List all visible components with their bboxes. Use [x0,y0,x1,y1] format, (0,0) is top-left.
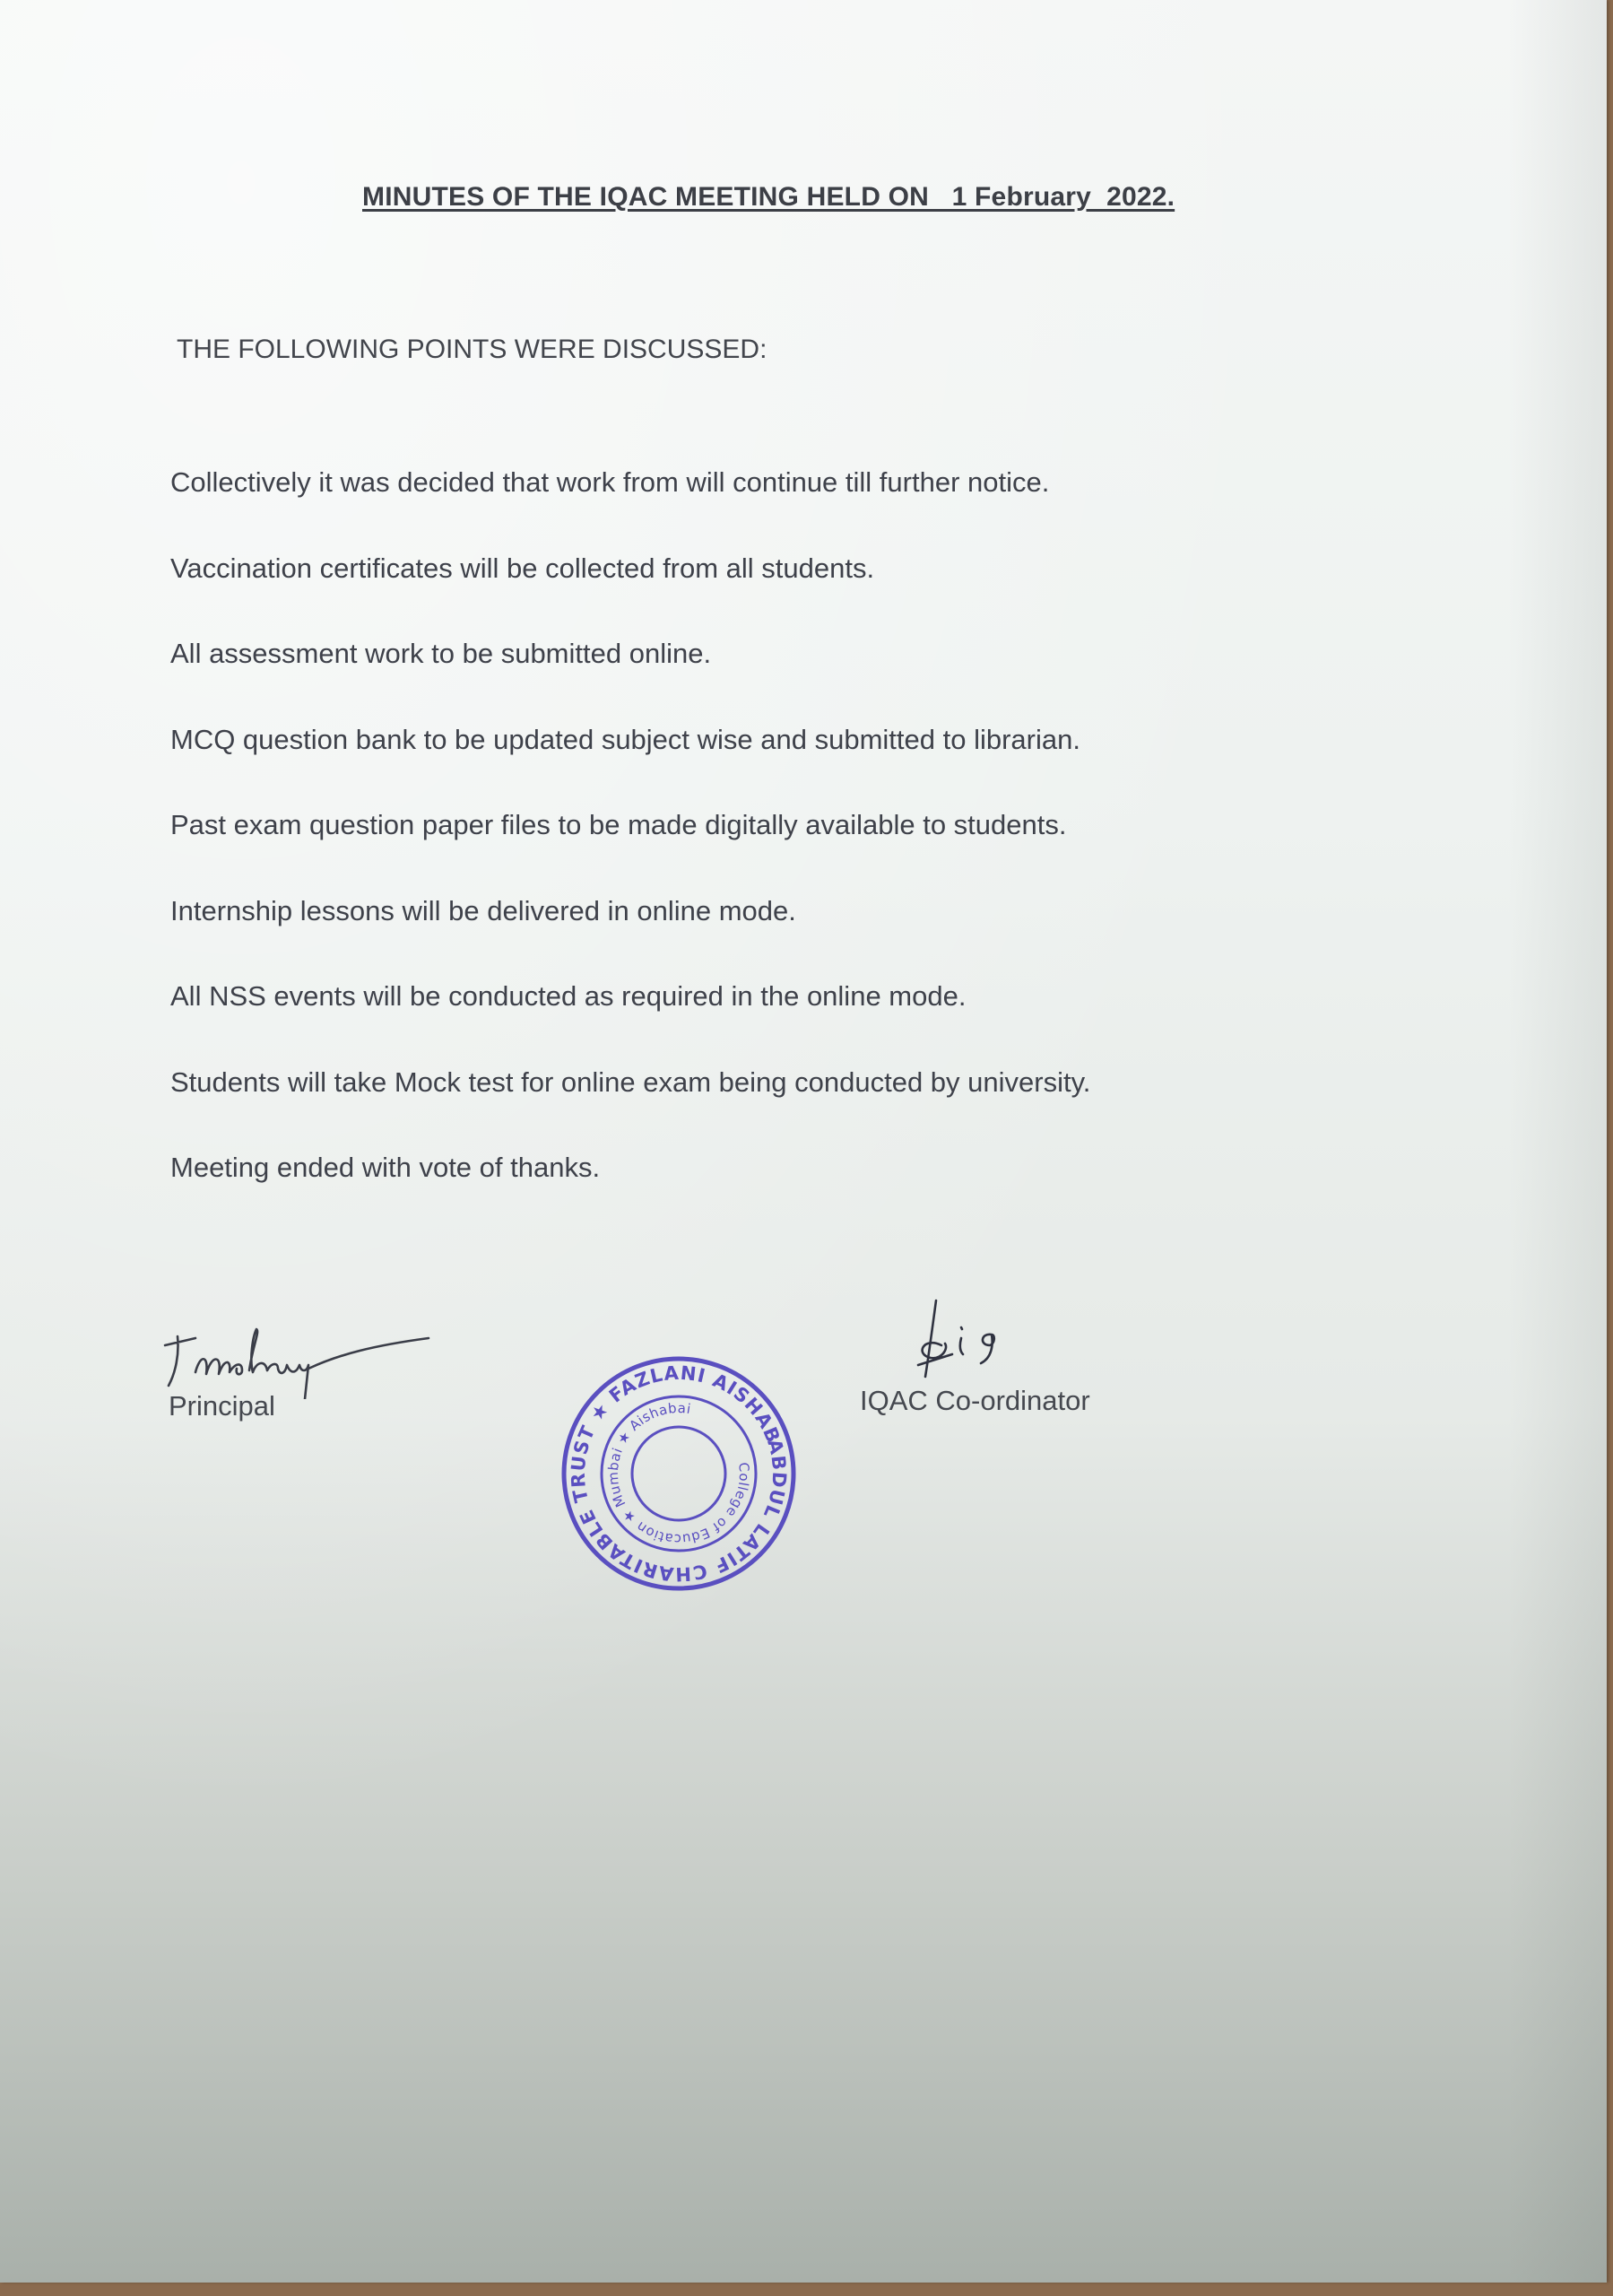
intro-heading: THE FOLLOWING POINTS WERE DISCUSSED: [177,335,767,364]
principal-label: Principal [169,1390,275,1422]
discussion-point: All NSS events will be conducted as required in the online mode. [170,980,967,1012]
discussion-point: MCQ question bank to be updated subject wise and submitted to librarian. [170,723,1080,755]
svg-text:College of Education ★ Mumbai: College of Education ★ Mumbai ★ Aishabai [604,1399,753,1548]
principal-signature [160,1318,438,1399]
discussion-point: Internship lessons will be delivered in online mode. [170,894,796,926]
discussion-point: Meeting ended with vote of thanks. [170,1152,601,1183]
institution-stamp [558,1352,800,1595]
coordinator-label: IQAC Co-ordinator [860,1385,1090,1416]
discussion-point: Past exam question paper files to be made digitally available to students. [170,809,1067,840]
document-title: MINUTES OF THE IQAC MEETING HELD ON 1 February 2022. [362,182,1175,212]
page-shading [1508,0,1607,2283]
discussion-point: Students will take Mock test for online exam being conducted by university. [170,1065,1091,1098]
discussion-points [170,466,1090,1238]
discussion-point: Vaccination certificates will be collected from all students. [170,552,875,584]
discussion-point: Collectively it was decided that work from will continue till further notice. [170,466,1050,498]
coordinator-signature [906,1292,1013,1381]
svg-text:ABDUL LATIF CHARITABLE TRUST ★: ABDUL LATIF CHARITABLE TRUST ★ FAZLANI AISHABAI [567,1361,791,1586]
discussion-point: All assessment work to be submitted online. [170,638,712,669]
